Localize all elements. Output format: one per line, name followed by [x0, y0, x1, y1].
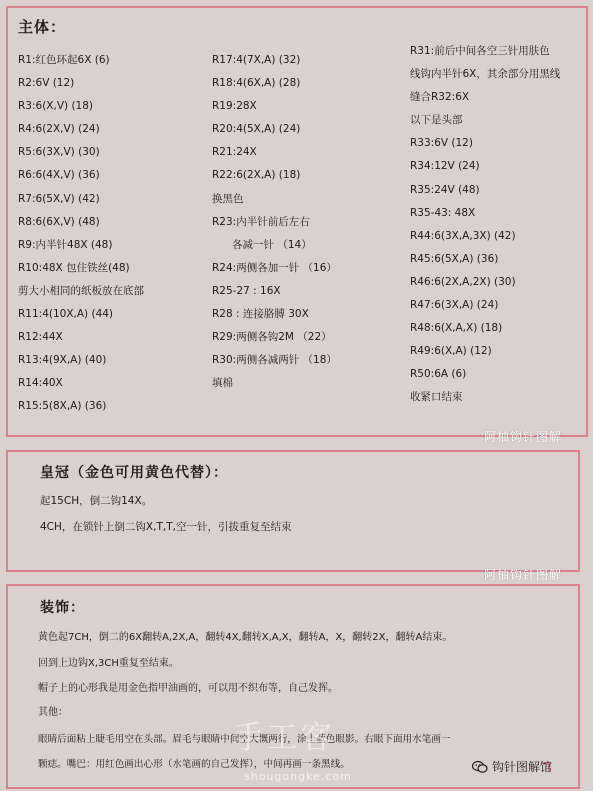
list-item: 各减一针 （14） [232, 238, 312, 251]
crown-line: 起15CH，倒二钩14X。 [40, 495, 153, 507]
section1-title: 主体： [18, 18, 67, 36]
list-item: R17:4(7X,A) (32) [212, 54, 301, 66]
section3-title: 装饰： [40, 600, 85, 616]
list-item: R34:12V (24) [410, 160, 480, 173]
list-item: R48:6(X,A,X) (18) [410, 322, 503, 335]
list-item: R15:5(8X,A) (36) [18, 400, 107, 413]
list-item: R7:6(5X,V) (42) [18, 192, 100, 205]
list-item: 剪大小相同的纸板放在底部 [18, 284, 144, 297]
list-item: R8:6(6X,V) (48) [18, 215, 100, 228]
list-item: R44:6(3X,A,3X) (42) [410, 229, 516, 242]
wechat-account [472, 758, 552, 775]
watermark: 阿柚钩针图解 [484, 430, 563, 444]
list-item: R1:红色环起6X (6) [18, 54, 110, 66]
decoration-line: 帽子上的心形我是用金色指甲油画的，可以用不织布等，自己发挥。 [38, 683, 338, 694]
list-item: R28 : 连接胳膊 30X [212, 308, 309, 321]
decoration-line: 颗痣。嘴巴：用红色画出心形（水笔画的自己发挥），中间再画一条黑线。 [38, 759, 350, 770]
list-item: R18:4(6X,A) (28) [212, 77, 301, 90]
list-item: R35:24V (48) [410, 183, 480, 196]
list-item: R9:内半针48X (48) [18, 238, 113, 251]
list-item: R35-43: 48X [410, 206, 476, 219]
list-item: R50:6A (6) [410, 368, 467, 381]
wechat-label: 钩针图解馆 [492, 760, 553, 774]
list-item: R4:6(2X,V) (24) [18, 123, 100, 136]
list-item: R14:40X [18, 377, 63, 390]
list-item: R2:6V (12) [18, 77, 75, 90]
section2-title: 皇冠（金色可用黄色代替）： [40, 465, 228, 481]
list-item: R24:两侧各加一针 （16） [212, 261, 337, 274]
list-item: R23:内半针前后左右 [212, 215, 310, 228]
list-item: 填棉 [212, 377, 233, 390]
list-item: 缝合R32:6X [410, 91, 470, 104]
decoration-line: 黄色起7CH，倒二的6X翻转A,2X,A，翻转4X,翻转X,A,X，翻转A，X，翻转2X，翻转A结束。 [38, 632, 453, 643]
list-item: R49:6(X,A) (12) [410, 345, 492, 358]
list-item: R6:6(4X,V) (36) [18, 169, 100, 182]
list-item: R21:24X [212, 146, 257, 159]
list-item: R46:6(2X,A,2X) (30) [410, 275, 516, 288]
list-item: R25-27 : 16X [212, 284, 281, 297]
list-item: R12:44X [18, 331, 63, 344]
list-item: R29:两侧各钩2M （22） [212, 331, 332, 344]
section1-col2 [212, 49, 337, 395]
list-item: R45:6(5X,A) (36) [410, 252, 499, 265]
site-logo: 手工客 [232, 718, 335, 756]
watermark: 阿柚钩针图解 [484, 568, 563, 582]
wechat-icon [472, 760, 488, 774]
list-item: R31:前后中间各空三针用肤色 [410, 45, 550, 57]
section1-col1 [18, 49, 144, 419]
list-item: R33:6V (12) [410, 137, 473, 150]
decoration-line: 眼睛后面粘上睫毛用空在头部。眉毛与眼睛中间空大概两行，涂上蓝色眼影。右眼下面用水笔画一 [38, 734, 451, 745]
list-item: R22:6(2X,A) (18) [212, 169, 301, 182]
site-logo-url: shougongke.com [244, 770, 352, 783]
section1-col3 [410, 40, 560, 410]
decoration-line: 回到上边钩X,3CH重复至结束。 [38, 658, 179, 669]
list-item: R20:4(5X,A) (24) [212, 123, 301, 136]
list-item: R19:28X [212, 100, 257, 113]
crown-line: 4CH，在锁针上倒二钩X,T,T,空一针，引拔重复至结束 [40, 521, 292, 533]
list-item: R47:6(3X,A) (24) [410, 299, 499, 312]
list-item: R3:6(X,V) (18) [18, 100, 93, 113]
list-item: R30:两侧各减两针 （18） [212, 354, 337, 367]
list-item: 收紧口结束 [410, 391, 463, 404]
list-item: R5:6(3X,V) (30) [18, 146, 100, 159]
decoration-line: 其他： [38, 707, 68, 718]
list-item: R11:4(10X,A) (44) [18, 308, 114, 321]
list-item: 线钩内半针6X，其余部分用黑线 [410, 68, 561, 81]
list-item: 换黑色 [212, 192, 244, 205]
list-item: 以下是头部 [410, 114, 463, 127]
list-item: R13:4(9X,A) (40) [18, 354, 107, 367]
list-item: R10:48X 包住铁丝(48) [18, 261, 130, 274]
